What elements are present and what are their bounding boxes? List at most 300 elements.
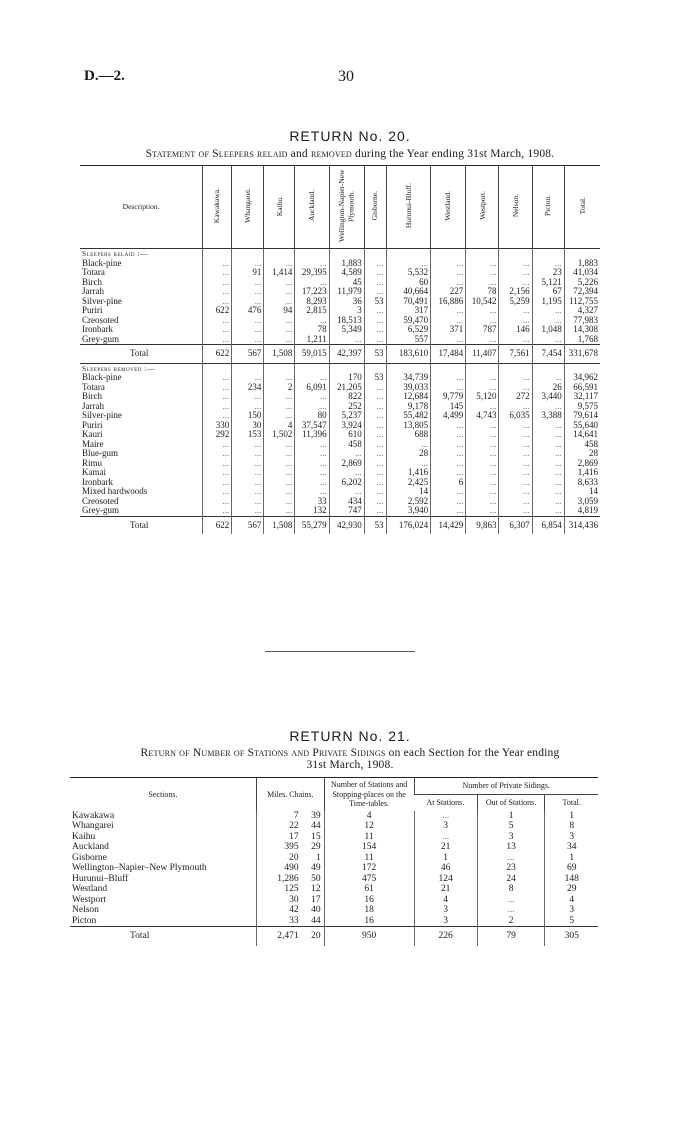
table-row	[80, 497, 600, 507]
total-cell: 183,610	[386, 345, 431, 364]
table-row	[80, 449, 600, 459]
table-cell: ...	[532, 421, 564, 431]
table-cell: 78	[466, 287, 499, 297]
table-cell: ...	[532, 497, 564, 507]
table-cell: ...	[431, 497, 466, 507]
table-row	[80, 487, 600, 497]
table-cell: 28	[386, 449, 431, 459]
table-cell: 434	[329, 497, 364, 507]
return-20-subtitle	[0, 148, 700, 160]
table-cell: ...	[232, 278, 264, 288]
return-20-title: RETURN No. 20.	[289, 128, 411, 144]
table-cell: 9,178	[386, 402, 431, 412]
table-row	[70, 916, 598, 927]
chains-value: 15	[311, 831, 321, 842]
row-label: Rimu	[82, 457, 103, 468]
table-cell: ...	[264, 440, 295, 450]
row-label: Totara	[82, 267, 105, 277]
document-code: D.—2.	[84, 68, 125, 84]
total-cell: 53	[364, 345, 386, 364]
table-cell: 4,743	[466, 411, 499, 421]
table-cell: 17,223	[295, 287, 329, 297]
table-cell: ...	[532, 402, 564, 412]
table-cell: 14	[386, 487, 431, 497]
table-cell: 72,394	[564, 287, 600, 297]
total-cell: 9,863	[466, 516, 499, 534]
table-cell: ...	[532, 316, 564, 326]
table-cell: 3,440	[532, 392, 564, 402]
table-cell: ...	[477, 895, 545, 906]
table-cell: 226	[414, 927, 477, 946]
table-cell: 69	[545, 863, 598, 874]
table-cell: 3,388	[532, 411, 564, 421]
table-cell: ...	[431, 459, 466, 469]
total-label: Total	[70, 927, 256, 946]
section-name: Hurunui–Bluff	[72, 873, 129, 884]
subtitle-part: and	[287, 148, 311, 160]
chains-value: 29	[311, 842, 321, 852]
table-cell: ...	[466, 383, 499, 393]
table-cell: 94	[264, 306, 295, 316]
table-cell: 292	[203, 430, 232, 440]
section-name: Picton	[72, 915, 97, 926]
at-stations-header: At Stations.	[426, 797, 465, 807]
table-cell: 148	[545, 874, 598, 885]
table-cell: 3	[329, 306, 364, 316]
table-row	[80, 440, 600, 450]
table-cell: ...	[532, 449, 564, 459]
table-cell: 6,202	[329, 478, 364, 488]
table-cell: 124	[414, 874, 477, 885]
table-cell: 12,684	[386, 392, 431, 402]
row-label: Birch	[82, 276, 102, 287]
table-cell: ...	[532, 468, 564, 478]
subtitle-part: on each Section for the Year ending	[385, 747, 560, 759]
table-row	[80, 506, 600, 516]
table-cell: ...	[295, 278, 329, 288]
empty-cell	[203, 249, 232, 259]
table-cell: 1,502	[264, 430, 295, 440]
table-cell: ...	[203, 383, 232, 393]
column-header-label: Wellington-Napier-New Plymouth.	[337, 169, 356, 243]
table-row	[70, 821, 598, 832]
table-cell: ...	[499, 478, 532, 488]
total-cell: 1,508	[264, 516, 295, 534]
table-cell: 610	[329, 430, 364, 440]
table-cell: ...	[232, 373, 264, 383]
table-cell: 45	[329, 278, 364, 288]
empty-cell	[329, 249, 364, 259]
subtitle-part: Return of Number of Stations and Private Sidings	[140, 747, 386, 759]
table-cell: ...	[364, 259, 386, 269]
table-cell: ...	[364, 440, 386, 450]
table-cell: ...	[264, 325, 295, 335]
table-cell: ...	[203, 497, 232, 507]
table-cell: 8	[545, 821, 598, 832]
empty-cell	[295, 249, 329, 259]
total-cell: 1,508	[264, 345, 295, 364]
table-cell: 330	[203, 421, 232, 431]
miles-chains-cell	[256, 916, 324, 927]
miles-chains-cell	[256, 895, 324, 906]
table-cell: ...	[232, 487, 264, 497]
table-cell: 8,293	[295, 297, 329, 307]
table-cell: ...	[532, 506, 564, 516]
table-row	[80, 297, 600, 307]
column-header	[264, 166, 295, 249]
table-cell: ...	[264, 497, 295, 507]
total-cell: 55,279	[295, 516, 329, 534]
stations-table	[70, 777, 598, 946]
table-cell: ...	[532, 478, 564, 488]
table-cell: 4	[545, 895, 598, 906]
table-cell: 28	[564, 449, 600, 459]
column-header	[232, 166, 264, 249]
table-cell: 2,869	[564, 459, 600, 469]
table-cell: 4	[264, 421, 295, 431]
empty-cell	[564, 249, 600, 259]
table-cell: 6,529	[386, 325, 431, 335]
table-cell: 40,664	[386, 287, 431, 297]
table-cell: 33	[295, 497, 329, 507]
table-cell: ...	[364, 411, 386, 421]
empty-cell	[466, 249, 499, 259]
table-cell: ...	[414, 832, 477, 843]
table-cell: 272	[499, 392, 532, 402]
table-cell: 23	[532, 268, 564, 278]
table-cell: ...	[466, 335, 499, 345]
table-cell: ...	[264, 449, 295, 459]
table-cell: ...	[329, 487, 364, 497]
empty-cell	[232, 249, 264, 259]
table-cell: 1,048	[532, 325, 564, 335]
table-cell: ...	[295, 440, 329, 450]
row-label: Birch	[82, 391, 102, 401]
empty-cell	[431, 249, 466, 259]
table-cell: 21,205	[329, 383, 364, 393]
table-cell: ...	[264, 402, 295, 412]
table-cell: 13,805	[386, 421, 431, 431]
table-cell: 21	[414, 884, 477, 895]
empty-cell	[264, 249, 295, 259]
table-cell: ...	[532, 440, 564, 450]
table-cell: ...	[232, 402, 264, 412]
table-cell: 5,226	[564, 278, 600, 288]
total-cell: 622	[203, 345, 232, 364]
table-cell: ...	[431, 487, 466, 497]
table-cell: ...	[431, 278, 466, 288]
table-cell: ...	[364, 278, 386, 288]
table-cell: ...	[532, 373, 564, 383]
table-cell: ...	[264, 259, 295, 269]
table-cell: 475	[324, 874, 414, 885]
table-cell: ...	[431, 468, 466, 478]
empty-cell	[499, 249, 532, 259]
table-cell: ...	[386, 440, 431, 450]
miles-chains-cell	[256, 905, 324, 916]
total-cell: 11,407	[466, 345, 499, 364]
table-cell: ...	[431, 430, 466, 440]
table-cell: ...	[232, 335, 264, 345]
table-cell: 3	[477, 832, 545, 843]
table-cell: ...	[499, 440, 532, 450]
stations-header: Number of Stations and Stopping-places on the Time-tables.	[324, 778, 414, 811]
table-cell: ...	[264, 373, 295, 383]
table-cell: ...	[264, 287, 295, 297]
table-cell: ...	[477, 905, 545, 916]
table-row	[80, 335, 600, 345]
table-cell: 11	[324, 853, 414, 864]
table-cell: 80	[295, 411, 329, 421]
table-cell: 34,962	[564, 373, 600, 383]
table-cell: 1,883	[564, 259, 600, 269]
table-row	[70, 811, 598, 822]
table-cell: ...	[232, 259, 264, 269]
table-cell: ...	[264, 478, 295, 488]
table-row	[70, 832, 598, 843]
row-label: Grey-gum	[82, 333, 119, 344]
row-label: Kamai	[82, 467, 106, 477]
column-header	[329, 166, 364, 249]
total-cell: 7,454	[532, 345, 564, 364]
table-cell: 5	[477, 821, 545, 832]
table-cell: ...	[203, 316, 232, 326]
table-cell: ...	[232, 506, 264, 516]
miles-value: 17	[289, 831, 299, 842]
table-cell: 822	[329, 392, 364, 402]
table-cell: ...	[466, 468, 499, 478]
table-cell: 55,482	[386, 411, 431, 421]
column-header-label: Hurunui-Bluff.	[403, 183, 413, 229]
table-cell: 458	[564, 440, 600, 450]
table-cell: 14,641	[564, 430, 600, 440]
miles-chains-cell	[256, 874, 324, 885]
total-cell: 53	[364, 516, 386, 534]
table-cell: ...	[295, 259, 329, 269]
column-header-label: Westland.	[443, 190, 453, 221]
miles-value: 490	[284, 863, 299, 873]
miles-chains-cell	[256, 927, 324, 946]
table-cell: 79,614	[564, 411, 600, 421]
table-row	[80, 468, 600, 478]
table-cell: 1	[477, 811, 545, 822]
miles-chains-cell	[256, 811, 324, 822]
row-label: Jarrah	[82, 286, 104, 296]
table-cell: ...	[532, 335, 564, 345]
table-row	[70, 905, 598, 916]
table-cell: ...	[532, 459, 564, 469]
table-cell: ...	[499, 497, 532, 507]
table-cell: ...	[203, 259, 232, 269]
table-cell: 3	[414, 916, 477, 927]
row-label: Maire	[82, 438, 104, 449]
row-label: Grey-gum	[82, 505, 119, 515]
table-cell: 5,259	[499, 297, 532, 307]
chains-value: 40	[311, 905, 321, 915]
column-header-label: Whangarei.	[243, 188, 253, 224]
table-row	[80, 392, 600, 402]
chains-value: 44	[311, 821, 321, 831]
table-cell: ...	[499, 268, 532, 278]
table-cell: ...	[295, 468, 329, 478]
table-cell: ...	[203, 506, 232, 516]
table-cell: ...	[466, 421, 499, 431]
table-cell: ...	[364, 335, 386, 345]
table-cell: 29,395	[295, 268, 329, 278]
table-cell: ...	[532, 430, 564, 440]
table-cell: 5	[545, 916, 598, 927]
table-cell: ...	[232, 287, 264, 297]
table-cell: 172	[324, 863, 414, 874]
table-cell: ...	[466, 278, 499, 288]
row-label: Ironbark	[82, 324, 113, 334]
table-row	[80, 259, 600, 269]
table-cell: ...	[264, 316, 295, 326]
table-cell: ...	[431, 335, 466, 345]
row-label: Mixed hardwoods	[82, 486, 148, 496]
total-cell: 59,015	[295, 345, 329, 364]
table-cell: 34	[545, 842, 598, 853]
table-cell: ...	[264, 297, 295, 307]
table-cell: ...	[466, 478, 499, 488]
stations-table-body	[70, 811, 598, 946]
table-row	[70, 863, 598, 874]
table-cell: ...	[232, 497, 264, 507]
empty-cell	[364, 249, 386, 259]
total-cell: 6,307	[499, 516, 532, 534]
table-cell: 476	[232, 306, 264, 316]
table-header-row	[70, 778, 598, 795]
table-cell: ...	[203, 440, 232, 450]
column-header-label: Westport.	[477, 191, 487, 221]
return-21-subtitle-line-2: 31st March, 1908.	[306, 759, 394, 771]
table-row	[80, 325, 600, 335]
column-header-label: Gisborne.	[370, 191, 380, 221]
section-name: Wellington–Napier–New Plymouth	[72, 863, 207, 873]
row-label: Jarrah	[82, 400, 104, 411]
out-of-stations-header: Out of Stations.	[477, 794, 545, 810]
table-cell: ...	[499, 278, 532, 288]
subtitle-part: during the Year ending 31st March, 1908.	[351, 148, 555, 160]
table-cell: ...	[264, 468, 295, 478]
table-cell: 39,033	[386, 383, 431, 393]
table-cell: 1,195	[532, 297, 564, 307]
table-cell: 1	[545, 811, 598, 822]
return-21-title: RETURN No. 21.	[289, 728, 411, 744]
table-cell: 154	[324, 842, 414, 853]
table-cell: ...	[431, 373, 466, 383]
table-cell: ...	[203, 297, 232, 307]
table-cell: ...	[499, 383, 532, 393]
table-cell: ...	[232, 478, 264, 488]
table-cell: ...	[364, 487, 386, 497]
table-cell: 950	[324, 927, 414, 946]
table-cell: ...	[466, 430, 499, 440]
table-cell: 371	[431, 325, 466, 335]
section-heading-row	[80, 249, 600, 259]
section-divider	[265, 651, 415, 652]
table-cell: ...	[431, 421, 466, 431]
section-name: Nelson	[72, 905, 99, 915]
table-cell: 4,499	[431, 411, 466, 421]
table-cell: 11,979	[329, 287, 364, 297]
table-cell: 557	[386, 335, 431, 345]
table-cell: ...	[499, 430, 532, 440]
section-name: Kaihu	[72, 831, 96, 842]
table-cell: ...	[364, 430, 386, 440]
table-cell: ...	[264, 411, 295, 421]
table-cell: ...	[499, 468, 532, 478]
chains-value: 1	[315, 852, 321, 863]
table-cell: 2	[264, 383, 295, 393]
chains-value: 17	[311, 894, 321, 905]
table-cell: 150	[232, 411, 264, 421]
table-cell: 2,815	[295, 306, 329, 316]
column-header	[80, 166, 203, 249]
table-cell: 3	[414, 905, 477, 916]
table-cell: 3,059	[564, 497, 600, 507]
table-cell: ...	[364, 287, 386, 297]
row-label: Ironbark	[82, 476, 113, 487]
table-cell: 1,211	[295, 335, 329, 345]
table-cell: 5,349	[329, 325, 364, 335]
table-cell: 6,091	[295, 383, 329, 393]
column-header	[295, 166, 329, 249]
table-cell: ...	[466, 316, 499, 326]
table-cell: ...	[414, 811, 477, 822]
total-cell: 567	[232, 516, 264, 534]
table-row	[70, 895, 598, 906]
table-cell: ...	[364, 402, 386, 412]
table-cell: 145	[431, 402, 466, 412]
table-cell: 747	[329, 506, 364, 516]
total-row	[80, 345, 600, 364]
table-cell: ...	[466, 497, 499, 507]
table-cell: ...	[295, 392, 329, 402]
table-cell: ...	[203, 325, 232, 335]
column-header-label: Kawakawa.	[212, 188, 222, 224]
table-cell: 622	[203, 306, 232, 316]
private-sidings-header: Number of Private Sidings.	[414, 778, 598, 795]
table-cell: ...	[386, 259, 431, 269]
table-cell: ...	[364, 449, 386, 459]
row-label: Creosoted	[82, 314, 119, 325]
table-cell: ...	[364, 421, 386, 431]
table-cell: 6,035	[499, 411, 532, 421]
table-cell: ...	[431, 440, 466, 450]
total-cell: 314,436	[564, 516, 600, 534]
section-heading: Sleepers removed :—	[80, 363, 203, 373]
section-name: Kawakawa	[72, 810, 115, 821]
table-cell: 458	[329, 440, 364, 450]
chains-value: 44	[311, 915, 321, 926]
section-heading-row	[80, 363, 600, 373]
table-cell: ...	[466, 487, 499, 497]
table-cell: 21	[414, 842, 477, 853]
table-cell: ...	[264, 506, 295, 516]
table-cell: ...	[431, 383, 466, 393]
table-cell: 26	[532, 383, 564, 393]
table-cell: ...	[532, 259, 564, 269]
table-cell: ...	[466, 402, 499, 412]
table-cell: ...	[499, 506, 532, 516]
table-cell: 1	[545, 853, 598, 864]
table-row	[80, 421, 600, 431]
table-cell: ...	[203, 402, 232, 412]
table-cell: 18	[324, 905, 414, 916]
table-cell: ...	[466, 506, 499, 516]
table-cell: ...	[466, 259, 499, 269]
